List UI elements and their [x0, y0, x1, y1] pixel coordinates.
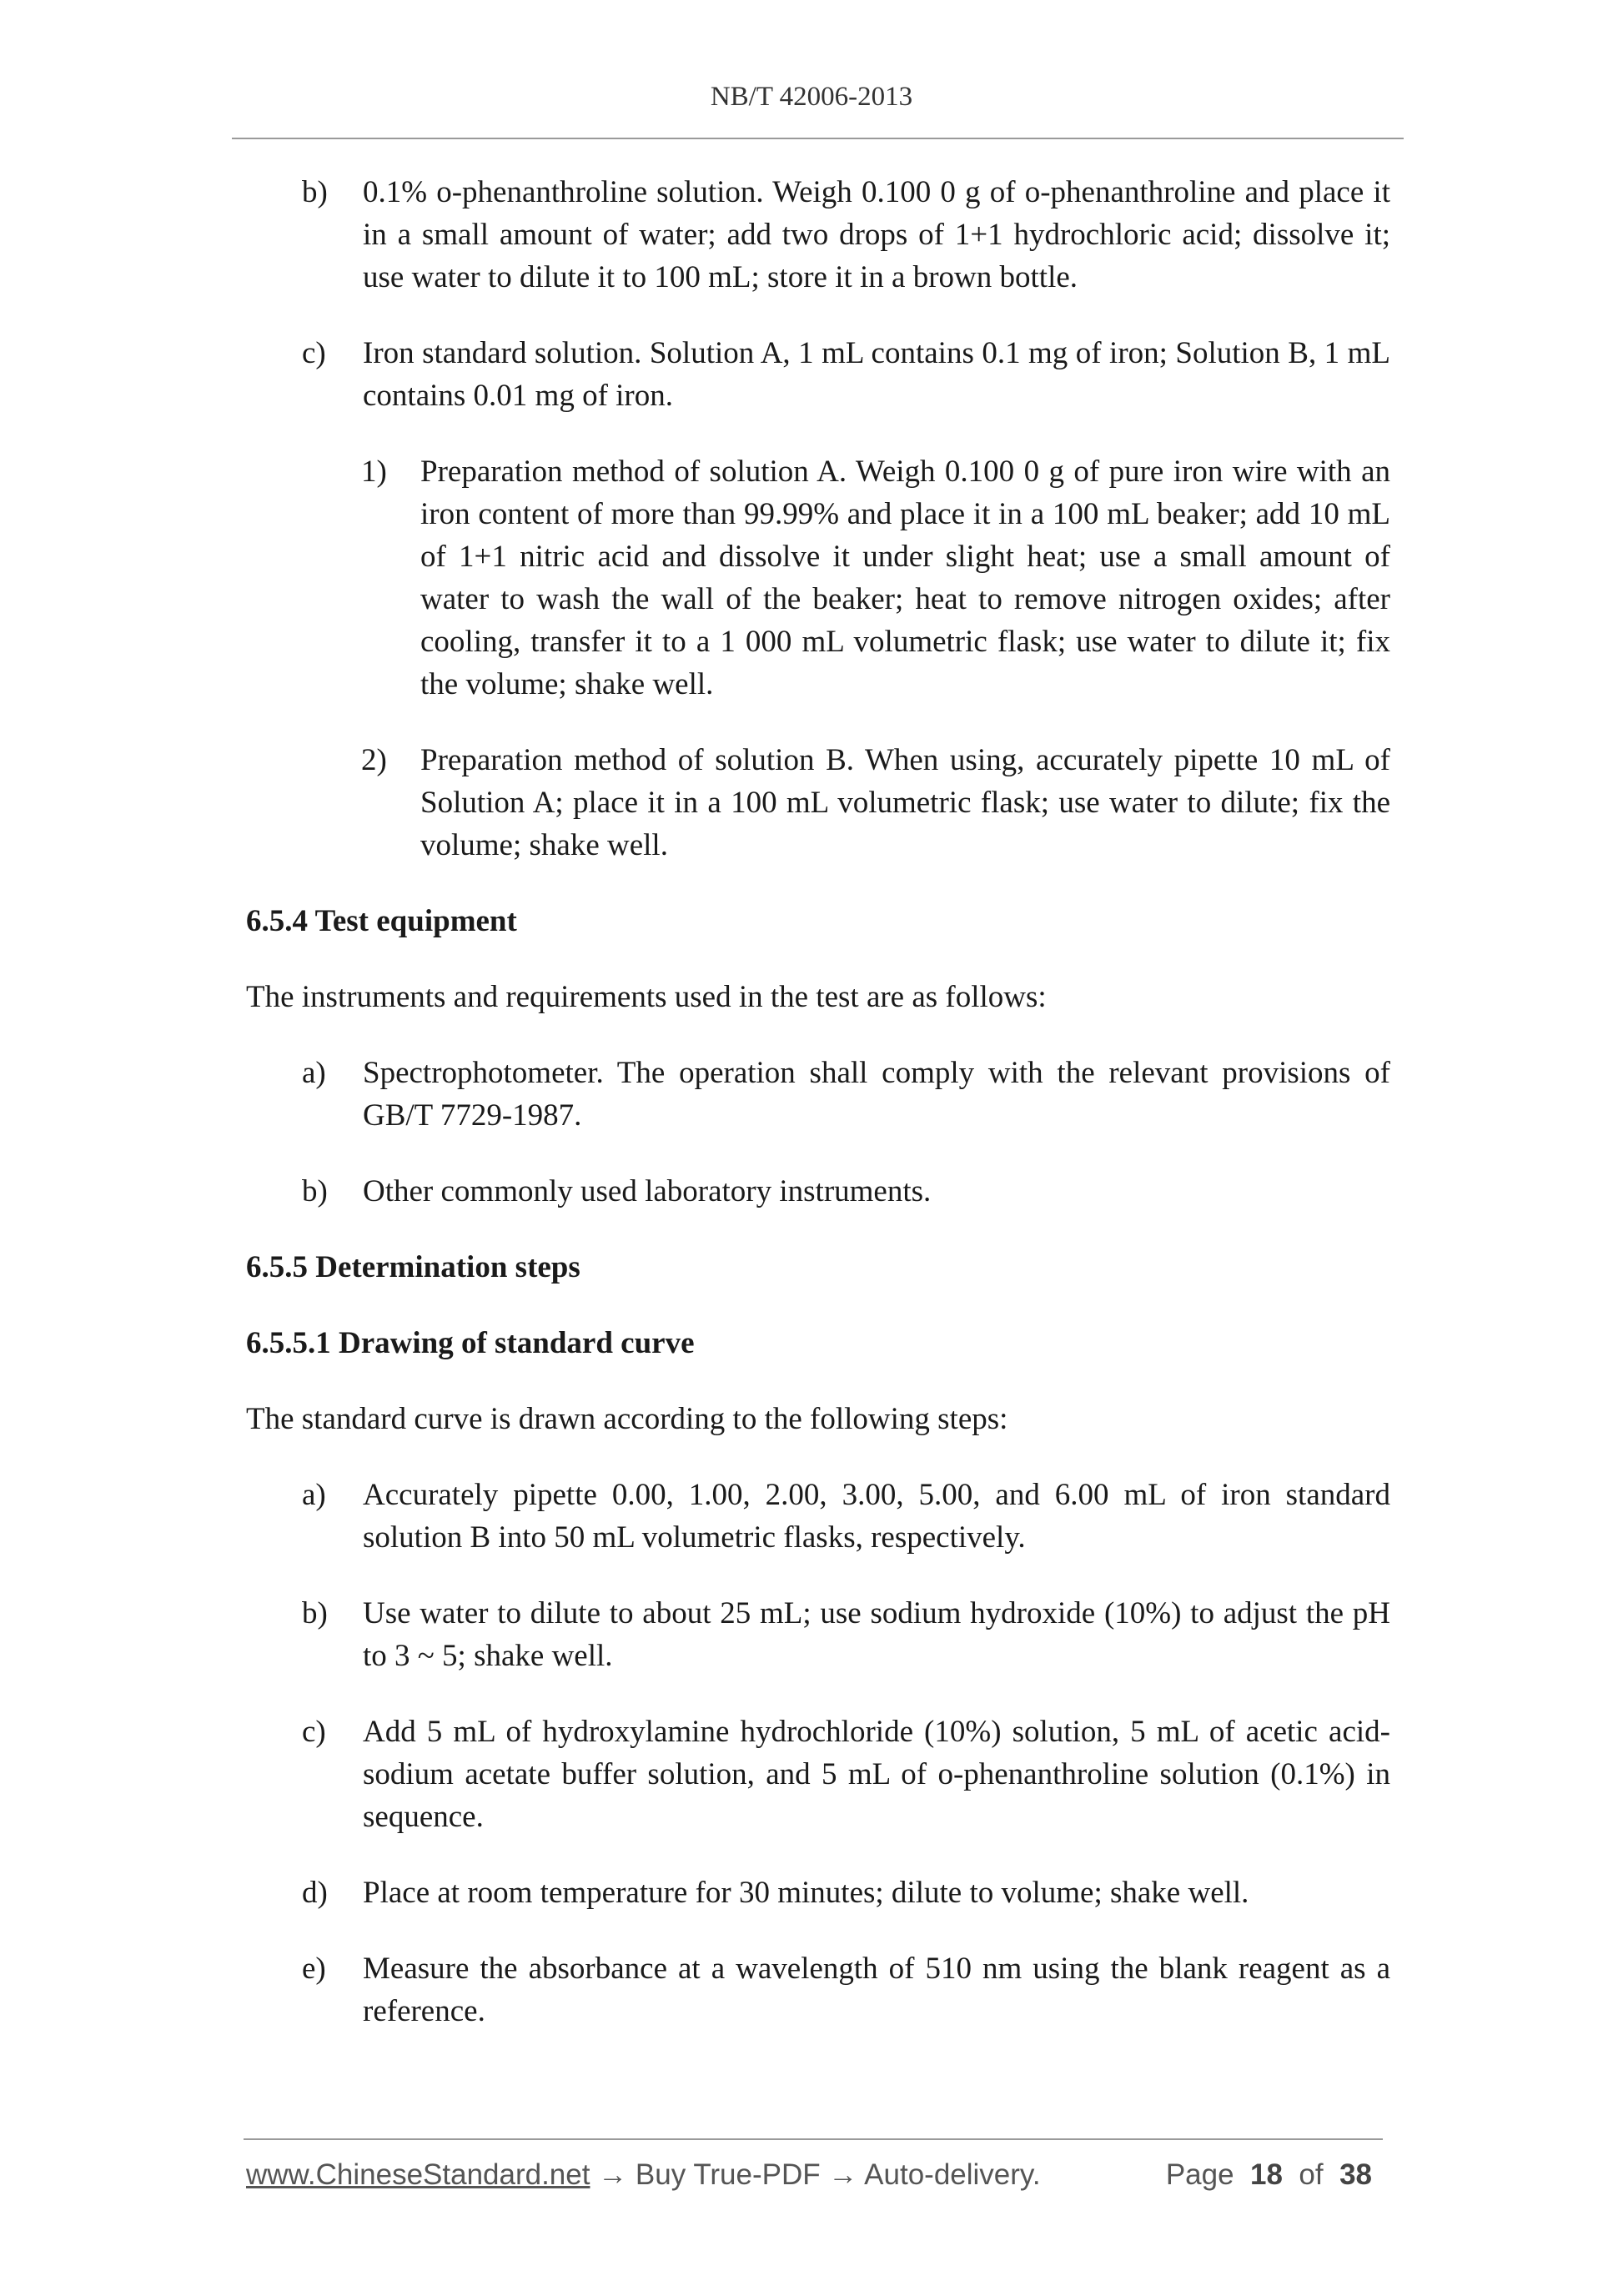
document-code-header: NB/T 42006-2013: [710, 82, 913, 112]
sub-list-item: [246, 739, 1390, 867]
list-marker: b): [302, 1596, 328, 1630]
list-item-text: Spectrophotometer. The operation shall comply with the relevant provisions of GB/T 7729-1987.: [363, 1056, 1390, 1133]
list-marker: c): [302, 1715, 326, 1749]
list-item: [246, 171, 1390, 299]
page-number: [1166, 2158, 1372, 2192]
page-footer: [246, 2158, 1380, 2192]
list-marker: b): [302, 175, 328, 209]
section-intro: The standard curve is drawn according to the following steps:: [246, 1402, 1008, 1436]
list-item-text: Preparation method of solution A. Weigh 0.100 0 g of pure iron wire with an iron content of more than 99.99% and place it in a 100 mL beaker; add 10 mL of 1+1 nitric acid and dissolve it under slight heat; use a small amount of water to wash the wall of the beaker; heat to remove nitrogen oxides; after cooling, transfer it to a 1 000 mL volumetric flask; use water to dilute it; fix the volume; shake well.: [420, 455, 1390, 701]
list-item: [246, 1474, 1390, 1559]
list-item: [246, 1871, 1390, 1914]
list-item-text: 0.1% o-phenanthroline solution. Weigh 0.100 0 g of o-phenanthroline and place it in a small amount of water; add two drops of 1+1 hydrochloric acid; dissolve it; use water to dilute it to 100 mL; store it in a brown bottle.: [363, 175, 1390, 294]
list-item: [246, 1592, 1390, 1677]
list-item-text: Measure the absorbance at a wavelength of 510 nm using the blank reagent as a reference.: [363, 1952, 1390, 2028]
list-marker: c): [302, 336, 326, 370]
list-item-text: Other commonly used laboratory instruments.: [363, 1174, 932, 1208]
list-item: [246, 1947, 1390, 2032]
page-current: 18: [1250, 2158, 1283, 2191]
section-heading: 6.5.5 Determination steps: [246, 1250, 580, 1284]
list-marker: b): [302, 1174, 328, 1208]
list-marker: a): [302, 1056, 326, 1090]
footer-divider: [244, 2138, 1383, 2140]
list-marker: 2): [361, 743, 387, 777]
list-item: [246, 332, 1390, 417]
list-marker: d): [302, 1876, 328, 1910]
list-item-text: Add 5 mL of hydroxylamine hydrochloride (10%) solution, 5 mL of acetic acid-sodium acetate buffer solution, and 5 mL of o-phenanthroline solution (0.1%) in sequence.: [363, 1715, 1390, 1834]
list-marker: e): [302, 1952, 326, 1986]
page-label: Page: [1165, 2158, 1234, 2191]
header-divider: [232, 138, 1404, 139]
page-of: of: [1299, 2158, 1324, 2191]
page-total: 38: [1339, 2158, 1372, 2191]
list-item: [246, 1052, 1390, 1137]
section-intro: The instruments and requirements used in the test are as follows:: [246, 980, 1047, 1014]
sub-list-item: [246, 450, 1390, 706]
footer-tagline: → Buy True-PDF → Auto-delivery.: [590, 2158, 1041, 2191]
list-item: [246, 1170, 1390, 1213]
list-item: [246, 1711, 1390, 1838]
list-item-text: Iron standard solution. Solution A, 1 mL contains 0.1 mg of iron; Solution B, 1 mL contains 0.01 mg of iron.: [363, 336, 1390, 413]
list-marker: 1): [361, 455, 387, 489]
document-body: [246, 171, 1390, 2066]
section-heading: 6.5.4 Test equipment: [246, 904, 517, 938]
list-item-text: Place at room temperature for 30 minutes; dilute to volume; shake well.: [363, 1876, 1249, 1910]
subsection-heading: 6.5.5.1 Drawing of standard curve: [246, 1326, 695, 1360]
footer-website-link[interactable]: www.ChineseStandard.net: [246, 2158, 590, 2191]
list-item-text: Use water to dilute to about 25 mL; use sodium hydroxide (10%) to adjust the pH to 3 ~ 5; shake well.: [363, 1596, 1390, 1673]
list-marker: a): [302, 1478, 326, 1512]
list-item-text: Accurately pipette 0.00, 1.00, 2.00, 3.00, 5.00, and 6.00 mL of iron standard solution B into 50 mL volumetric flasks, respectively.: [363, 1478, 1390, 1555]
list-item-text: Preparation method of solution B. When using, accurately pipette 10 mL of Solution A; place it in a 100 mL volumetric flask; use water to dilute; fix the volume; shake well.: [420, 743, 1390, 862]
